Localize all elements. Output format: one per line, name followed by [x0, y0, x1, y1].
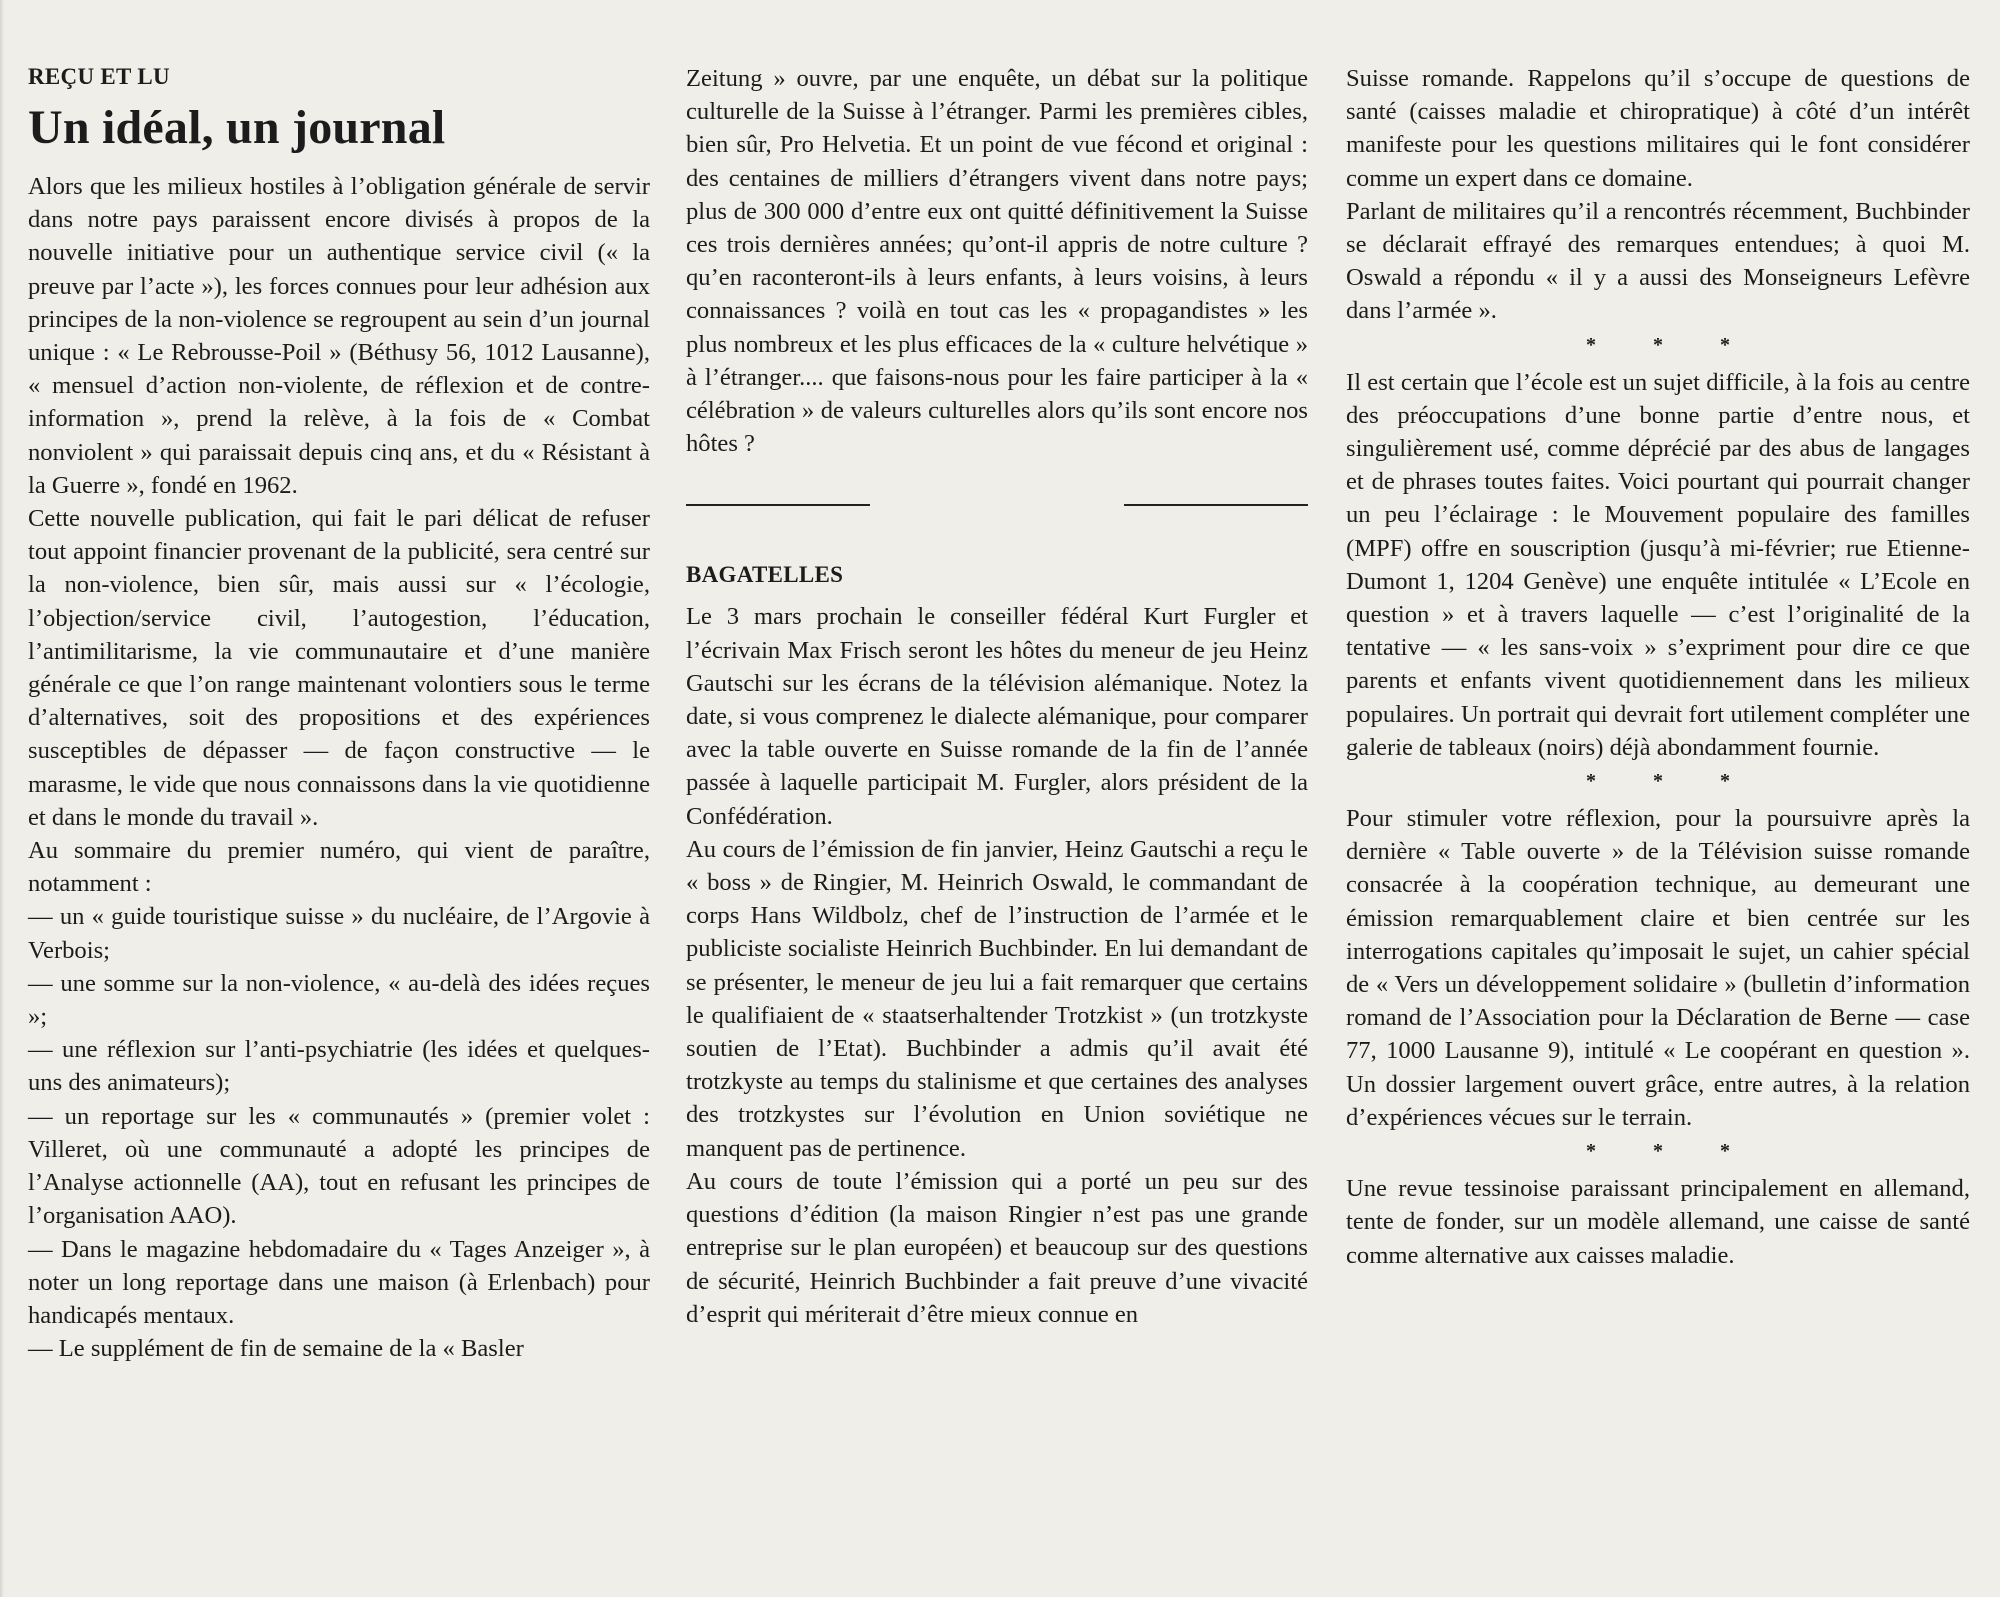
paragraph: Une revue tessinoise paraissant principalement en allemand, tente de fonder, sur un modèle allemand, une caisse de santé comme alternative aux caisses maladie. — [1346, 1175, 1970, 1269]
paragraph: Zeitung » ouvre, par une enquête, un débat sur la politique culturelle de la Suisse à l’étranger. Parmi les premières cibles, bien sûr, Pro Helvetia. Et un point de vue fécond et original : des centaines de milliers d’étrangers vivent dans notre pays; plus de 300 000 d’entre eux ont quitté définitivement la Suisse ces trois dernières années; qu’ont-il appris de notre culture ? qu’en raconteront-ils à leurs enfants, à leurs voisins, à leurs connaissances ? voilà en tout cas les « propagandistes » les plus nombreux et les plus efficaces de la « culture helvétique » à l’étranger.... que faisons-nous pour les faire participer à la « célébration » de valeurs culturelles alors qu’ils sont encore nos hôtes ? — [686, 65, 1308, 458]
column-2 — [686, 62, 1308, 1331]
paragraph: Suisse romande. Rappelons qu’il s’occupe de questions de santé (caisses maladie et chiropratique) à côté d’un intérêt manifeste pour les questions militaires qui le font considérer comme un expert dans ce domaine. — [1346, 65, 1970, 192]
column-1 — [28, 62, 650, 1365]
paragraph: Pour stimuler votre réflexion, pour la poursuivre après la dernière « Table ouverte » de la Télévision suisse romande consacrée à la coopération technique, au demeurant une émission remarquablement claire et bien centrée sur les interrogations capitales qu’imposait le sujet, un cahier spécial de « Vers un développement solidaire » (bulletin d’information romand de l’Association pour la Déclaration de Berne — case 77, 1000 Lausanne 9), intitulé « Le coopérant en question ». Un dossier largement ouvert grâce, entre autres, à la relation d’expériences vécues sur le terrain. — [1346, 805, 1970, 1131]
paragraph: Alors que les milieux hostiles à l’obligation générale de servir dans notre pays paraissent encore divisés à propos de la nouvelle initiative pour un authentique service civil (« la preuve par l’acte »), les forces connues pour leur adhésion aux principes de la non-violence se regroupent au sein d’un journal unique : « Le Rebrousse-Poil » (Béthusy 56, 1012 Lausanne), « mensuel d’action non-violente, de réflexion et de contre-information », prend la relève, à la fois de « Combat nonviolent » qui paraissait depuis cinq ans, et du « Résistant à la Guerre », fondé en 1962. — [28, 173, 650, 499]
list-item: — un reportage sur les « communautés » (premier volet : Villeret, où une communauté a adopté les principes de l’Analyse actionnelle (AA), tout en refusant les principes de l’organisation AAO). — [28, 1102, 650, 1230]
asterism-separator: * * * — [1586, 1140, 1756, 1163]
paragraph: Le 3 mars prochain le conseiller fédéral Kurt Furgler et l’écrivain Max Frisch seront les hôtes du meneur de jeu Heinz Gautschi sur les écrans de la télévision alémanique. Notez la date, si vous comprenez le dialecte alémanique, pour comparer avec la table ouverte en Suisse romande de la fin de l’année passée à laquelle participait M. Furgler, alors président de la Confédération. — [686, 603, 1308, 830]
section-label: REÇU ET LU — [28, 64, 170, 89]
divider-rule-left — [686, 504, 870, 506]
article-title: Un idéal, un journal — [28, 101, 446, 154]
asterism-separator: * * * — [1586, 333, 1756, 356]
paragraph: Cette nouvelle publication, qui fait le pari délicat de refuser tout appoint financier provenant de la publicité, sera centré sur la non-violence, bien sûr, mais aussi sur « l’écologie, l’objection/service civil, l’autogestion, l’éducation, l’antimilitarisme, la vie communautaire et d’une manière générale ce que l’on range maintenant volontiers sous le terme d’alternatives, soit des propositions et des expériences susceptibles de dépasser — de façon constructive — le marasme, le vide que nous connaissons dans la vie quotidienne et dans le monde du travail ». — [28, 505, 650, 831]
list-item: — Dans le magazine hebdomadaire du « Tages Anzeiger », à noter un long reportage dans une maison (à Erlenbach) pour handicapés mentaux. — [28, 1235, 650, 1329]
section-divider — [686, 492, 1308, 518]
list-item: — Le supplément de fin de semaine de la « Basler — [28, 1335, 524, 1363]
asterism-separator: * * * — [1586, 770, 1756, 793]
list-item: — une somme sur la non-violence, « au-delà des idées reçues »; — [28, 969, 650, 1031]
paragraph: Au sommaire du premier numéro, qui vient de paraître, notamment : — [28, 837, 650, 898]
paragraph: Au cours de l’émission de fin janvier, Heinz Gautschi a reçu le « boss » de Ringier, M. Heinrich Oswald, le commandant de corps Hans Wildbolz, chef de l’instruction de l’armée et le publiciste socialiste Heinrich Buchbinder. En lui demandant de se présenter, le meneur de jeu lui a fait remarquer que certains le qualifiaient de « staatserhaltender Trotzkist » (un trotzkyste soutien de l’Etat). Buchbinder a admis qu’il avait été trotzkyste au temps du stalinisme et que certaines des analyses des trotzkystes sur l’évolution en Union soviétique ne manquent pas de pertinence. — [686, 835, 1308, 1162]
paragraph: Au cours de toute l’émission qui a porté un peu sur des questions d’édition (la maison Ringier n’est pas une grande entreprise sur le plan européen) et beaucoup sur des questions de sécurité, Heinrich Buchbinder a fait preuve d’une vivacité d’esprit qui mériterait d’être mieux connue en — [686, 1167, 1308, 1328]
divider-rule-right — [1124, 504, 1308, 506]
column-3 — [1346, 62, 1970, 1272]
paragraph: Il est certain que l’école est un sujet difficile, à la fois au centre des préoccupations d’une bonne partie d’entre nous, et singulièrement usé, comme déprécié par des abus de langages et de phrases toutes faites. Voici pourtant qui pourrait changer un peu l’éclairage : le Mouvement populaire des familles (MPF) offre en souscription (jusqu’à mi-février; rue Etienne-Dumont 1, 1204 Genève) une enquête intitulée « L’Ecole en question » et à travers laquelle — c’est l’originalité de la tentative — « les sans-voix » s’expriment pour dire ce que parents et enfants vivent quotidiennement dans les milieux populaires. Un portrait qui devrait fort utilement compléter une galerie de tableaux (noirs) déjà abondamment fournie. — [1346, 368, 1970, 761]
list-item: — une réflexion sur l’anti-psychiatrie (les idées et quelques-uns des animateurs); — [28, 1036, 650, 1097]
list-item: — un « guide touristique suisse » du nucléaire, de l’Argovie à Verbois; — [28, 903, 650, 964]
paragraph: Parlant de militaires qu’il a rencontrés récemment, Buchbinder se déclarait effrayé des remarques entendues; à quoi M. Oswald a répondu « il y a aussi des Monseigneurs Lefèvre dans l’armée ». — [1346, 197, 1970, 325]
scan-edge — [0, 0, 4, 1597]
section-heading: BAGATELLES — [686, 562, 844, 588]
